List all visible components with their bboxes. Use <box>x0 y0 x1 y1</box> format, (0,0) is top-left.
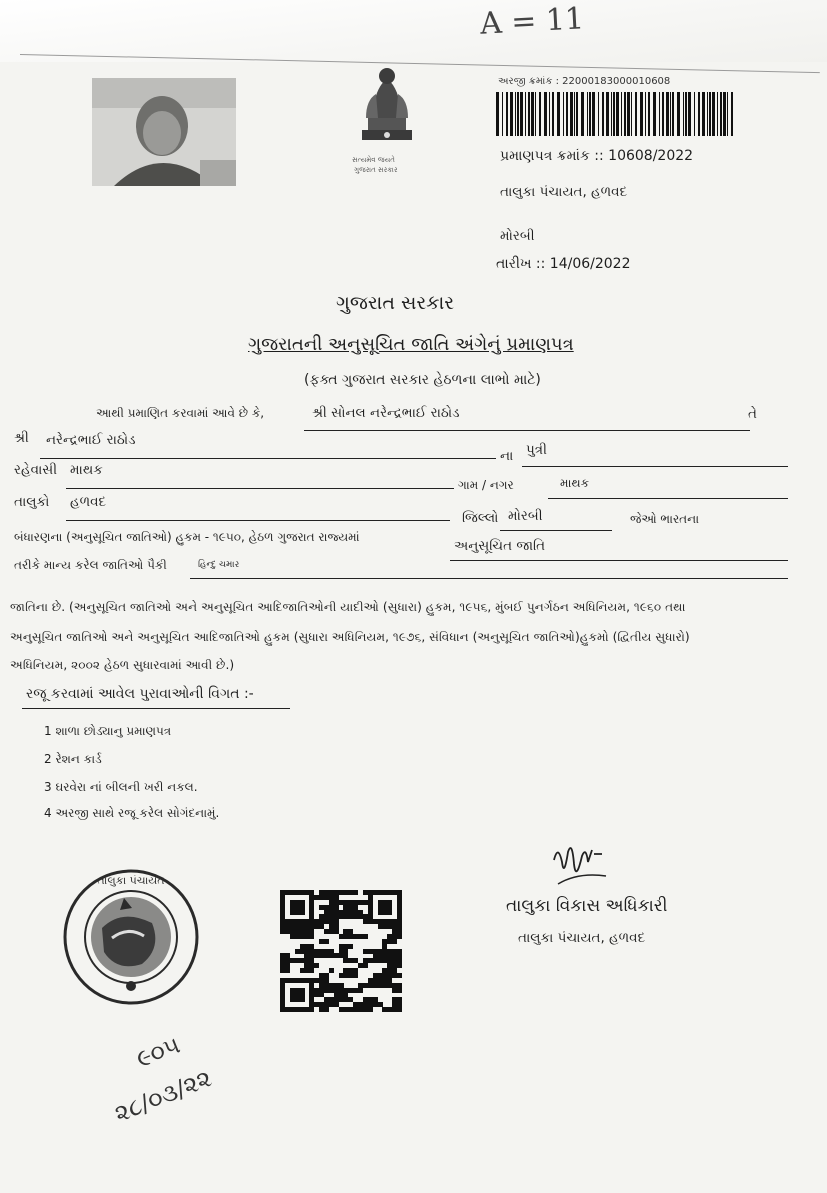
qr-module <box>300 910 305 915</box>
evidence-item-1: 1 શાળા છોડ્યાનુ પ્રમાણપત્ર <box>44 724 172 738</box>
barcode-bar <box>627 92 630 136</box>
applicant-photo <box>92 78 236 186</box>
relation: પુત્રી <box>526 442 547 458</box>
barcode-bar <box>731 92 733 136</box>
qr-module <box>387 910 392 915</box>
taluka-value: હળવદ <box>70 494 107 510</box>
category-underline <box>450 560 788 561</box>
certificate-title: ગુજરાતની અનુસૂચિત જાતિ અંગેનું પ્રમાણપત્ર <box>248 334 574 355</box>
paragraph-line-1: જાતિના છે. (અનુસૂચિત જાતિઓ અને અનુસૂચિત આદિજાતિઓની યાદીઓ (સુધારા) હુકમ, ૧૯૫૬, મુંબઈ પુનર્ગઠન અધિનિયમ, ૧૯૬૦ તથા <box>10 600 686 614</box>
official-round-stamp <box>62 868 200 1006</box>
barcode-bar <box>662 92 664 136</box>
village-label: ગામ / નગર <box>458 478 514 492</box>
barcode-bar <box>645 92 646 136</box>
qr-module <box>314 963 319 968</box>
barcode-bar <box>621 92 622 136</box>
qr-code <box>280 890 402 1012</box>
certificate-number: પ્રમાણપત્ર ક્રમાંક :: 10608/2022 <box>500 148 694 164</box>
barcode-bar <box>677 92 680 136</box>
barcode-bar <box>520 92 523 136</box>
signatory-title: તાલુકા વિકાસ અધિકારી <box>506 896 668 916</box>
relation-underline <box>522 466 788 467</box>
barcode-bar <box>707 92 708 136</box>
evidence-item-3: 3 ઘરવેરા નાં બીલની ખરી નકલ. <box>44 780 198 794</box>
barcode-bar <box>712 92 715 136</box>
category: અનુસૂચિત જાતિ <box>454 538 546 554</box>
barcode-bar <box>685 92 687 136</box>
barcode-bar <box>544 92 547 136</box>
barcode-bar <box>602 92 604 136</box>
paragraph-line-3: અધિનિયમ, ૨૦૦૨ હેઠળ સુધારવામાં આવી છે.) <box>10 658 235 672</box>
paper-fold <box>0 0 827 62</box>
resident-label: રહેવાસી <box>14 462 58 478</box>
barcode-bar <box>574 92 575 136</box>
qr-module <box>348 944 353 949</box>
handwritten-number: ૯૦૫ <box>132 1030 185 1074</box>
barcode-bar <box>539 92 541 136</box>
barcode-bar <box>659 92 660 136</box>
qr-module <box>368 1007 373 1012</box>
barcode-bar <box>581 92 584 136</box>
barcode-bar <box>598 92 599 136</box>
qr-module <box>309 934 314 939</box>
text-shri: શ્રી <box>14 430 29 446</box>
state-emblem <box>344 64 430 176</box>
qr-module <box>397 973 402 978</box>
emblem-caption-1: સત્યમેવ જયતે <box>352 156 395 164</box>
barcode <box>496 92 734 136</box>
father-name: નરેન્દ્રભાઈ રાઠોડ <box>46 432 136 448</box>
evidence-heading: રજૂ કરવામાં આવેલ પુરાવાઓની વિગત :- <box>26 686 254 702</box>
qr-module <box>309 968 314 973</box>
handwritten-date: ૨૮/૦૩/૨૨ <box>110 1063 216 1129</box>
constitution-text: બંધારણના (અનુસૂચિત જાતિઓ) હુકમ - ૧૯૫૦, હેઠળ ગુજરાત રાજ્યમાં <box>14 530 360 544</box>
barcode-bar <box>683 92 684 136</box>
qr-module <box>397 934 402 939</box>
issuing-office: તાલુકા પંચાયત, હળવદ <box>500 184 628 200</box>
barcode-bar <box>635 92 637 136</box>
issuing-district: મોરબી <box>500 228 535 244</box>
qr-module <box>358 988 363 993</box>
recognized-text: તરીકે માન્ય કરેલ જાતિઓ પૈકી <box>14 558 167 572</box>
barcode-bar <box>670 92 671 136</box>
evidence-heading-underline <box>22 708 290 709</box>
text-jeo: જેઓ ભારતના <box>630 512 700 526</box>
barcode-bar <box>688 92 691 136</box>
qr-module <box>397 963 402 968</box>
barcode-bar <box>592 92 595 136</box>
qr-module <box>324 939 329 944</box>
resident-value: માથક <box>70 462 103 478</box>
district-label: જિલ્લો <box>462 510 499 526</box>
barcode-bar <box>535 92 536 136</box>
barcode-bar <box>717 92 718 136</box>
qr-module <box>353 973 358 978</box>
certify-prefix: આથી પ્રમાણિત કરવામાં આવે છે કે, <box>96 406 265 420</box>
barcode-bar <box>727 92 728 136</box>
barcode-bar <box>576 92 578 136</box>
barcode-bar <box>709 92 711 136</box>
barcode-bar <box>525 92 526 136</box>
barcode-bar <box>502 92 503 136</box>
application-number: અરજી ક્રમાંક : 22000183000010608 <box>498 76 671 87</box>
qr-module <box>397 1007 402 1012</box>
barcode-bar <box>611 92 612 136</box>
barcode-bar <box>517 92 519 136</box>
barcode-bar <box>570 92 573 136</box>
qr-module <box>309 1007 314 1012</box>
barcode-bar <box>666 92 669 136</box>
evidence-item-2: 2 રેશન કાર્ડ <box>44 752 102 766</box>
barcode-bar <box>648 92 650 136</box>
barcode-bar <box>624 92 626 136</box>
text-te: તે <box>748 406 757 422</box>
person-name: શ્રી સોનલ નરેન્દ્રભાઈ રાઠોડ <box>312 405 460 421</box>
resident-underline <box>66 488 454 489</box>
barcode-bar <box>640 92 643 136</box>
qr-module <box>329 968 334 973</box>
barcode-bar <box>506 92 508 136</box>
barcode-bar <box>589 92 591 136</box>
barcode-bar <box>496 92 499 136</box>
district-underline <box>500 530 612 531</box>
village-underline <box>548 498 788 499</box>
qr-module <box>397 988 402 993</box>
person-name-underline <box>304 430 750 431</box>
barcode-bar <box>528 92 530 136</box>
qr-module <box>353 890 358 895</box>
officer-signature <box>548 842 618 892</box>
village-value: માથક <box>560 476 590 490</box>
top-annotation: A = 11 <box>479 1 585 42</box>
qr-module <box>300 997 305 1002</box>
taluka-underline <box>66 520 450 521</box>
barcode-bar <box>515 92 516 136</box>
district-value: મોરબી <box>508 508 543 524</box>
barcode-bar <box>702 92 705 136</box>
certificate-subtitle: (ફક્ત ગુજરાત સરકાર હેઠળના લાભો માટે) <box>304 372 541 388</box>
barcode-bar <box>587 92 588 136</box>
barcode-bar <box>563 92 564 136</box>
svg-text:તાલુકા પંચાયત: તાલુકા પંચાયત <box>97 874 165 887</box>
barcode-bar <box>606 92 609 136</box>
issue-date: તારીખ :: 14/06/2022 <box>496 256 631 272</box>
qr-module <box>392 939 397 944</box>
barcode-bar <box>552 92 554 136</box>
qr-module <box>363 963 368 968</box>
barcode-bar <box>557 92 560 136</box>
caste: હિન્દુ ચમાર <box>198 560 240 570</box>
qr-module <box>285 968 290 973</box>
barcode-bar <box>723 92 726 136</box>
caste-underline <box>190 578 788 579</box>
paragraph-line-2: અનુસૂચિત જાતિઓ અને અનુસૂચિત આદિજાતિઓ હુકમ (સુધારા અધિનિયમ, ૧૯૭૬, સંવિધાન (અનુસૂચિત જાતિઓ)હુકમો (દ્વિતીય સુધારો) <box>10 630 690 644</box>
qr-module <box>324 1007 329 1012</box>
barcode-bar <box>720 92 722 136</box>
barcode-bar <box>566 92 568 136</box>
signatory-office: તાલુકા પંચાયત, હળવદ <box>518 930 646 946</box>
barcode-bar <box>616 92 619 136</box>
text-na: ના <box>500 448 514 464</box>
barcode-bar <box>631 92 632 136</box>
evidence-item-4: 4 અરજી સાથે રજૂ કરેલ સોગંદનામું. <box>44 806 220 820</box>
barcode-bar <box>531 92 534 136</box>
barcode-bar <box>698 92 700 136</box>
heading-government: ગુજરાત સરકાર <box>336 292 455 314</box>
barcode-bar <box>672 92 674 136</box>
barcode-bar <box>510 92 513 136</box>
father-name-underline <box>40 458 496 459</box>
emblem-caption-2: ગુજરાત સરકાર <box>354 166 398 174</box>
taluka-label: તાલુકો <box>14 494 50 510</box>
barcode-bar <box>549 92 550 136</box>
barcode-bar <box>613 92 615 136</box>
qr-module <box>363 934 368 939</box>
barcode-bar <box>694 92 695 136</box>
barcode-bar <box>653 92 656 136</box>
